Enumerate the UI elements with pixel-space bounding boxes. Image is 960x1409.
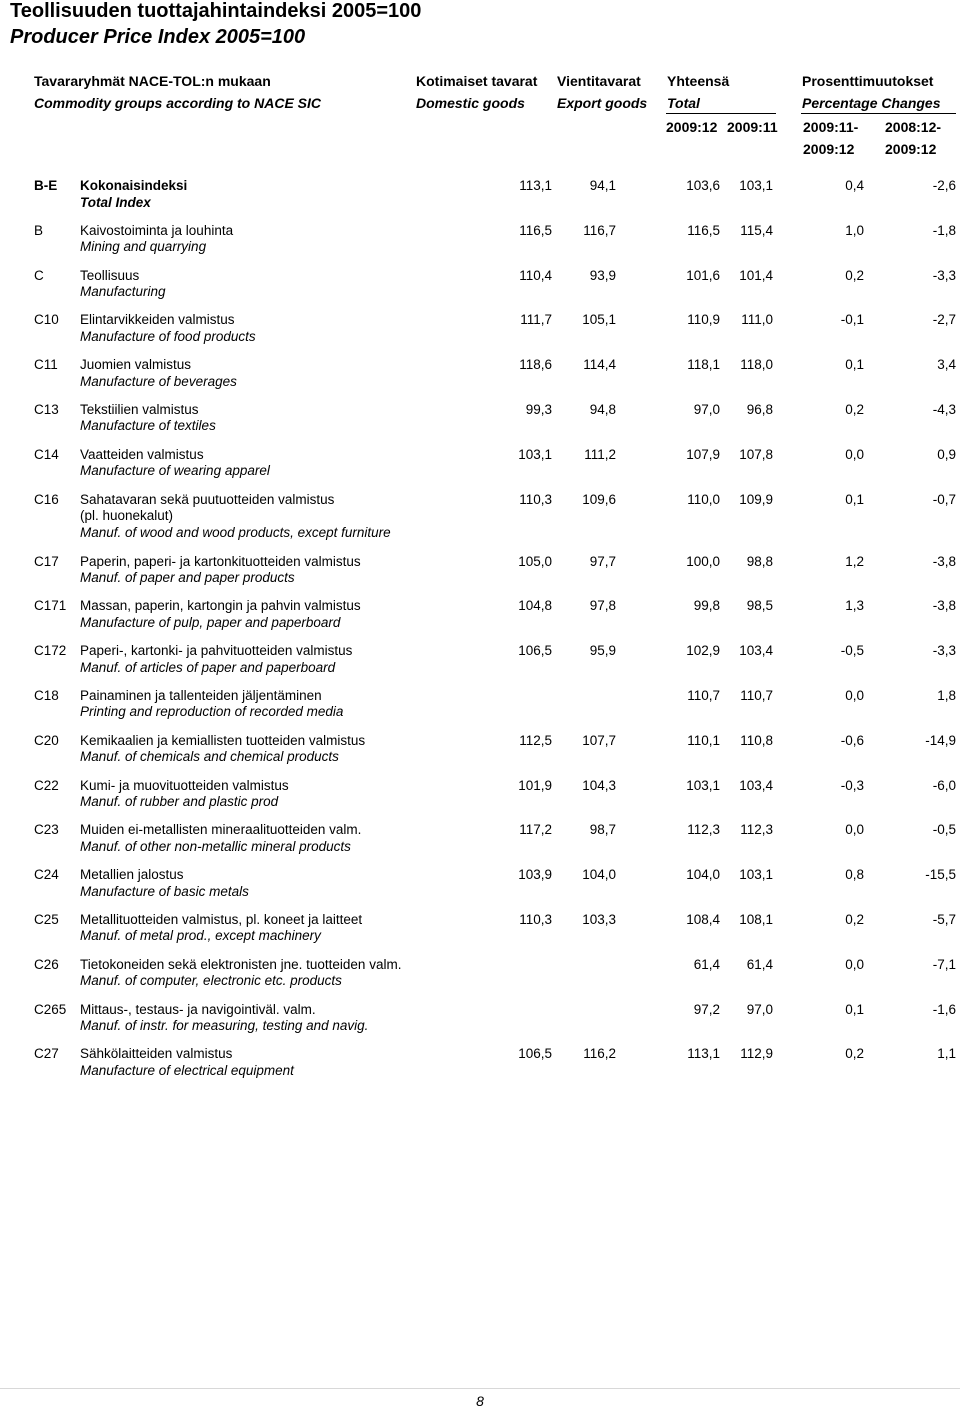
table-row <box>0 223 960 268</box>
row-code: C17 <box>34 553 59 569</box>
row-code: C265 <box>34 1001 67 1017</box>
row-code: C <box>34 267 44 283</box>
row-name-english: Manuf. of metal prod., except machinery <box>80 928 321 944</box>
row-name-finnish: Elintarvikkeiden valmistus <box>80 312 235 328</box>
title-finnish: Teollisuuden tuottajahintaindeksi 2005=100 <box>10 0 422 22</box>
domestic-value: 110,3 <box>519 491 552 507</box>
table-row <box>0 822 960 867</box>
pct-change-month-value: 0,1 <box>845 357 864 373</box>
pct-change-year-value: 1,8 <box>937 687 956 703</box>
domestic-value: 111,7 <box>520 312 552 328</box>
table-row <box>0 688 960 733</box>
header-groups-en: Commodity groups according to NACE SIC <box>34 95 322 111</box>
total-2009-12-value: 101,6 <box>686 267 720 283</box>
total-2009-12-value: 107,9 <box>686 446 720 462</box>
table-row <box>0 912 960 957</box>
domestic-value: 110,4 <box>519 267 552 283</box>
row-names <box>80 822 361 855</box>
row-name-finnish: Kumi- ja muovituotteiden valmistus <box>80 777 289 793</box>
row-names <box>80 312 256 345</box>
header-pct2-line2: 2009:12 <box>885 141 937 157</box>
row-name-english: Manufacture of basic metals <box>80 883 249 899</box>
domestic-value: 101,9 <box>518 777 552 793</box>
header-pct-fi: Prosenttimuutokset <box>802 73 934 89</box>
total-2009-11-value: 103,4 <box>739 777 773 793</box>
row-name-finnish: Teollisuus <box>80 267 140 283</box>
export-value: 109,6 <box>582 491 616 507</box>
pct-change-year-value: -5,7 <box>932 911 956 927</box>
row-code: C20 <box>34 732 59 748</box>
pct-change-year-value: -1,6 <box>932 1001 956 1017</box>
table-row <box>0 1002 960 1047</box>
row-name-finnish: Painaminen ja tallenteiden jäljentäminen <box>80 687 322 703</box>
pct-change-month-value: -0,3 <box>840 777 864 793</box>
total-2009-11-value: 107,8 <box>739 446 773 462</box>
row-names <box>80 178 187 211</box>
row-name-english: Total Index <box>80 194 151 210</box>
export-value: 95,9 <box>589 643 616 659</box>
header-total-period-1: 2009:12 <box>666 119 718 135</box>
total-2009-12-value: 97,2 <box>693 1001 720 1017</box>
domestic-value: 113,1 <box>519 178 552 193</box>
pct-change-year-value: -0,7 <box>932 491 956 507</box>
table-row <box>0 957 960 1002</box>
row-name-finnish-line2: (pl. huonekalut) <box>80 508 174 524</box>
table-row <box>0 733 960 778</box>
pct-change-month-value: 1,2 <box>845 553 864 569</box>
export-value: 97,8 <box>589 598 616 614</box>
pct-change-year-value: -3,3 <box>932 643 956 659</box>
table-row <box>0 492 960 554</box>
row-names <box>80 733 365 766</box>
total-2009-11-value: 97,0 <box>746 1001 773 1017</box>
total-2009-12-value: 61,4 <box>693 956 720 972</box>
pct-change-month-value: 0,2 <box>845 911 864 927</box>
pct-change-month-value: 0,2 <box>845 401 864 417</box>
total-2009-11-value: 112,9 <box>740 1046 773 1062</box>
total-2009-12-value: 104,0 <box>686 867 720 883</box>
total-2009-12-value: 97,0 <box>693 401 720 417</box>
pct-change-month-value: 0,0 <box>845 956 864 972</box>
domestic-value: 116,5 <box>519 222 552 238</box>
total-2009-11-value: 115,4 <box>740 222 773 238</box>
row-name-finnish: Sähkölaitteiden valmistus <box>80 1046 233 1062</box>
row-code: C14 <box>34 446 59 462</box>
table-row <box>0 447 960 492</box>
header-domestic-fi: Kotimaiset tavarat <box>416 73 538 89</box>
table-row <box>0 778 960 823</box>
domestic-value: 106,5 <box>518 643 552 659</box>
total-2009-12-value: 116,5 <box>687 222 720 238</box>
total-2009-12-value: 112,3 <box>687 822 720 838</box>
pct-change-month-value: 0,4 <box>845 178 864 193</box>
total-header-underline <box>666 113 776 114</box>
table-row <box>0 598 960 643</box>
domestic-value: 103,9 <box>518 867 552 883</box>
pct-change-year-value: -7,1 <box>932 956 956 972</box>
header-pct-en: Percentage Changes <box>802 95 941 111</box>
export-value: 97,7 <box>589 553 616 569</box>
pct-change-month-value: 0,2 <box>845 1046 864 1062</box>
export-value: 94,1 <box>589 178 616 193</box>
export-value: 104,3 <box>582 777 616 793</box>
export-value: 111,2 <box>584 446 616 462</box>
export-value: 116,7 <box>583 222 616 238</box>
export-value: 116,2 <box>583 1046 616 1062</box>
table-row <box>0 1046 960 1091</box>
row-names <box>80 912 362 945</box>
row-name-english: Manuf. of paper and paper products <box>80 570 295 586</box>
row-names <box>80 867 249 900</box>
row-name-english: Manuf. of chemicals and chemical products <box>80 749 339 765</box>
row-code: C16 <box>34 491 59 507</box>
pct-change-month-value: -0,1 <box>840 312 864 328</box>
pct-change-month-value: 0,1 <box>845 1001 864 1017</box>
pct-change-month-value: 1,0 <box>845 222 864 238</box>
pct-change-year-value: -3,3 <box>932 267 956 283</box>
pct-change-year-value: -3,8 <box>932 553 956 569</box>
row-name-english: Manuf. of instr. for measuring, testing and navig. <box>80 1018 369 1034</box>
header-export-fi: Vientitavarat <box>557 73 641 89</box>
domestic-value: 106,5 <box>518 1046 552 1062</box>
table-row <box>0 643 960 688</box>
pct-change-year-value: -3,8 <box>932 598 956 614</box>
page-number: 8 <box>476 1393 484 1409</box>
row-code: C172 <box>34 643 67 659</box>
row-names <box>80 402 216 435</box>
header-total-fi: Yhteensä <box>667 73 730 89</box>
row-name-english: Manuf. of articles of paper and paperboard <box>80 659 336 675</box>
pct-change-year-value: 0,9 <box>937 446 956 462</box>
total-2009-11-value: 110,8 <box>740 732 773 748</box>
header-domestic-en: Domestic goods <box>416 95 525 111</box>
row-name-english: Manuf. of computer, electronic etc. products <box>80 973 342 989</box>
table-row <box>0 312 960 357</box>
export-value: 104,0 <box>582 867 616 883</box>
table-row <box>0 867 960 912</box>
pct-change-month-value: 0,8 <box>845 867 864 883</box>
pct-change-month-value: -0,6 <box>840 732 864 748</box>
row-name-finnish: Paperi-, kartonki- ja pahvituotteiden valmistus <box>80 643 353 659</box>
pct-change-year-value: -1,8 <box>932 222 956 238</box>
row-code: B <box>34 222 44 238</box>
header-pct1-line2: 2009:12 <box>803 141 855 157</box>
pct-change-month-value: 0,1 <box>845 491 864 507</box>
table-row <box>0 357 960 402</box>
row-names <box>80 643 352 676</box>
row-code: C11 <box>34 357 58 373</box>
pct-change-year-value: -2,6 <box>932 178 956 193</box>
export-value: 98,7 <box>589 822 616 838</box>
row-names <box>80 447 270 480</box>
export-value: 93,9 <box>589 267 616 283</box>
row-code: C26 <box>34 956 59 972</box>
total-2009-11-value: 98,8 <box>746 553 773 569</box>
total-2009-11-value: 109,9 <box>739 491 773 507</box>
pct-header-underline <box>801 113 956 114</box>
row-code: C171 <box>34 598 67 614</box>
total-2009-11-value: 103,1 <box>739 178 773 193</box>
total-2009-11-value: 61,4 <box>746 956 773 972</box>
row-name-finnish: Sahatavaran sekä puutuotteiden valmistus <box>80 491 335 507</box>
pct-change-month-value: 0,0 <box>845 822 864 838</box>
row-name-finnish: Massan, paperin, kartongin ja pahvin valmistus <box>80 598 361 614</box>
pct-change-month-value: 0,0 <box>845 446 864 462</box>
export-value: 103,3 <box>582 911 616 927</box>
row-name-english: Manufacture of textiles <box>80 418 216 434</box>
total-2009-11-value: 111,0 <box>741 312 773 328</box>
table-row <box>0 268 960 313</box>
header-export-en: Export goods <box>557 95 648 111</box>
row-names <box>80 554 361 587</box>
row-name-english: Manufacture of food products <box>80 328 256 344</box>
header-pct2-line1: 2008:12- <box>885 119 942 135</box>
header-groups-fi: Tavararyhmät NACE-TOL:n mukaan <box>34 73 271 89</box>
domestic-value: 105,0 <box>518 553 552 569</box>
total-2009-11-value: 103,4 <box>739 643 773 659</box>
table-row <box>0 402 960 447</box>
row-names <box>80 1002 368 1035</box>
row-name-finnish: Kaivostoiminta ja louhinta <box>80 222 234 238</box>
row-name-english: Manufacturing <box>80 284 166 300</box>
row-name-english: Manuf. of wood and wood products, except furniture <box>80 524 391 540</box>
row-code: C13 <box>34 401 59 417</box>
row-name-finnish: Kemikaalien ja kemiallisten tuotteiden valmistus <box>80 732 366 748</box>
row-names <box>80 957 401 990</box>
total-2009-11-value: 96,8 <box>746 401 773 417</box>
row-name-finnish: Juomien valmistus <box>80 357 192 373</box>
pct-change-year-value: -2,7 <box>932 312 956 328</box>
total-2009-11-value: 101,4 <box>739 267 773 283</box>
row-name-english: Manufacture of wearing apparel <box>80 463 270 479</box>
export-value: 114,4 <box>583 357 616 373</box>
row-names <box>80 778 289 811</box>
footer-rule <box>0 1388 960 1389</box>
pct-change-month-value: -0,5 <box>840 643 864 659</box>
row-names <box>80 268 166 301</box>
row-names <box>80 492 391 542</box>
row-code: C25 <box>34 911 59 927</box>
domestic-value: 118,6 <box>519 357 552 373</box>
row-name-finnish: Kokonaisindeksi <box>80 178 188 193</box>
row-name-finnish: Vaatteiden valmistus <box>80 446 204 462</box>
total-2009-12-value: 102,9 <box>686 643 720 659</box>
domestic-value: 103,1 <box>518 446 552 462</box>
total-2009-12-value: 110,7 <box>687 687 720 703</box>
row-names <box>80 223 233 256</box>
row-name-english: Manuf. of rubber and plastic prod <box>80 794 279 810</box>
pct-change-year-value: -15,5 <box>925 867 956 883</box>
total-2009-11-value: 108,1 <box>739 911 773 927</box>
header-total-en: Total <box>667 95 700 111</box>
total-2009-12-value: 110,0 <box>687 491 720 507</box>
row-name-english: Manufacture of beverages <box>80 373 237 389</box>
row-name-finnish: Paperin, paperi- ja kartonkituotteiden valmistus <box>80 553 361 569</box>
total-2009-12-value: 110,9 <box>687 312 720 328</box>
pct-change-month-value: 1,3 <box>845 598 864 614</box>
total-2009-11-value: 103,1 <box>739 867 773 883</box>
domestic-value: 110,3 <box>519 911 552 927</box>
total-2009-12-value: 113,1 <box>687 1046 720 1062</box>
total-2009-12-value: 103,6 <box>686 178 720 193</box>
domestic-value: 99,3 <box>525 401 552 417</box>
row-name-english: Manuf. of other non-metallic mineral products <box>80 838 351 854</box>
total-2009-11-value: 112,3 <box>740 822 773 838</box>
pct-change-month-value: 0,2 <box>845 267 864 283</box>
total-2009-12-value: 99,8 <box>693 598 720 614</box>
row-code: C18 <box>34 687 59 703</box>
table-row <box>0 554 960 599</box>
row-name-finnish: Muiden ei-metallisten mineraalituotteiden valm. <box>80 822 362 838</box>
row-name-finnish: Tekstiilien valmistus <box>80 401 199 417</box>
total-2009-12-value: 103,1 <box>686 777 720 793</box>
table-row <box>0 178 960 223</box>
header-total-period-2: 2009:11 <box>727 119 778 135</box>
total-2009-11-value: 98,5 <box>746 598 773 614</box>
pct-change-year-value: -0,5 <box>932 822 956 838</box>
row-name-finnish: Mittaus-, testaus- ja navigointiväl. valm. <box>80 1001 316 1017</box>
export-value: 94,8 <box>589 401 616 417</box>
domestic-value: 117,2 <box>519 822 552 838</box>
row-name-english: Manufacture of electrical equipment <box>80 1062 294 1078</box>
total-2009-11-value: 118,0 <box>740 357 773 373</box>
domestic-value: 112,5 <box>519 732 552 748</box>
row-names <box>80 1046 294 1079</box>
row-names <box>80 688 343 721</box>
row-name-english: Manufacture of pulp, paper and paperboard <box>80 614 341 630</box>
pct-change-year-value: 1,1 <box>937 1046 956 1062</box>
row-code: C22 <box>34 777 59 793</box>
total-2009-12-value: 118,1 <box>687 357 720 373</box>
domestic-value: 104,8 <box>518 598 552 614</box>
pct-change-month-value: 0,0 <box>845 687 864 703</box>
row-names <box>80 598 361 631</box>
row-code: C27 <box>34 1046 59 1062</box>
row-name-english: Printing and reproduction of recorded media <box>80 704 344 720</box>
row-code: C23 <box>34 822 59 838</box>
export-value: 107,7 <box>582 732 616 748</box>
header-pct1-line1: 2009:11- <box>803 119 859 135</box>
pct-change-year-value: -4,3 <box>932 401 956 417</box>
row-name-finnish: Tietokoneiden sekä elektronisten jne. tuotteiden valm. <box>80 956 402 972</box>
row-code: B-E <box>34 178 58 193</box>
total-2009-12-value: 100,0 <box>686 553 720 569</box>
row-name-finnish: Metallien jalostus <box>80 867 184 883</box>
title-english: Producer Price Index 2005=100 <box>10 26 306 48</box>
total-2009-11-value: 110,7 <box>740 687 773 703</box>
total-2009-12-value: 108,4 <box>686 911 720 927</box>
row-names <box>80 357 237 390</box>
index-table <box>0 178 960 1091</box>
total-2009-12-value: 110,1 <box>687 732 720 748</box>
export-value: 105,1 <box>582 312 616 328</box>
row-name-english: Mining and quarrying <box>80 239 207 255</box>
pct-change-year-value: 3,4 <box>937 357 956 373</box>
pct-change-year-value: -14,9 <box>925 732 956 748</box>
row-name-finnish: Metallituotteiden valmistus, pl. koneet ja laitteet <box>80 911 363 927</box>
pct-change-year-value: -6,0 <box>932 777 956 793</box>
row-code: C24 <box>34 867 59 883</box>
row-code: C10 <box>34 312 59 328</box>
